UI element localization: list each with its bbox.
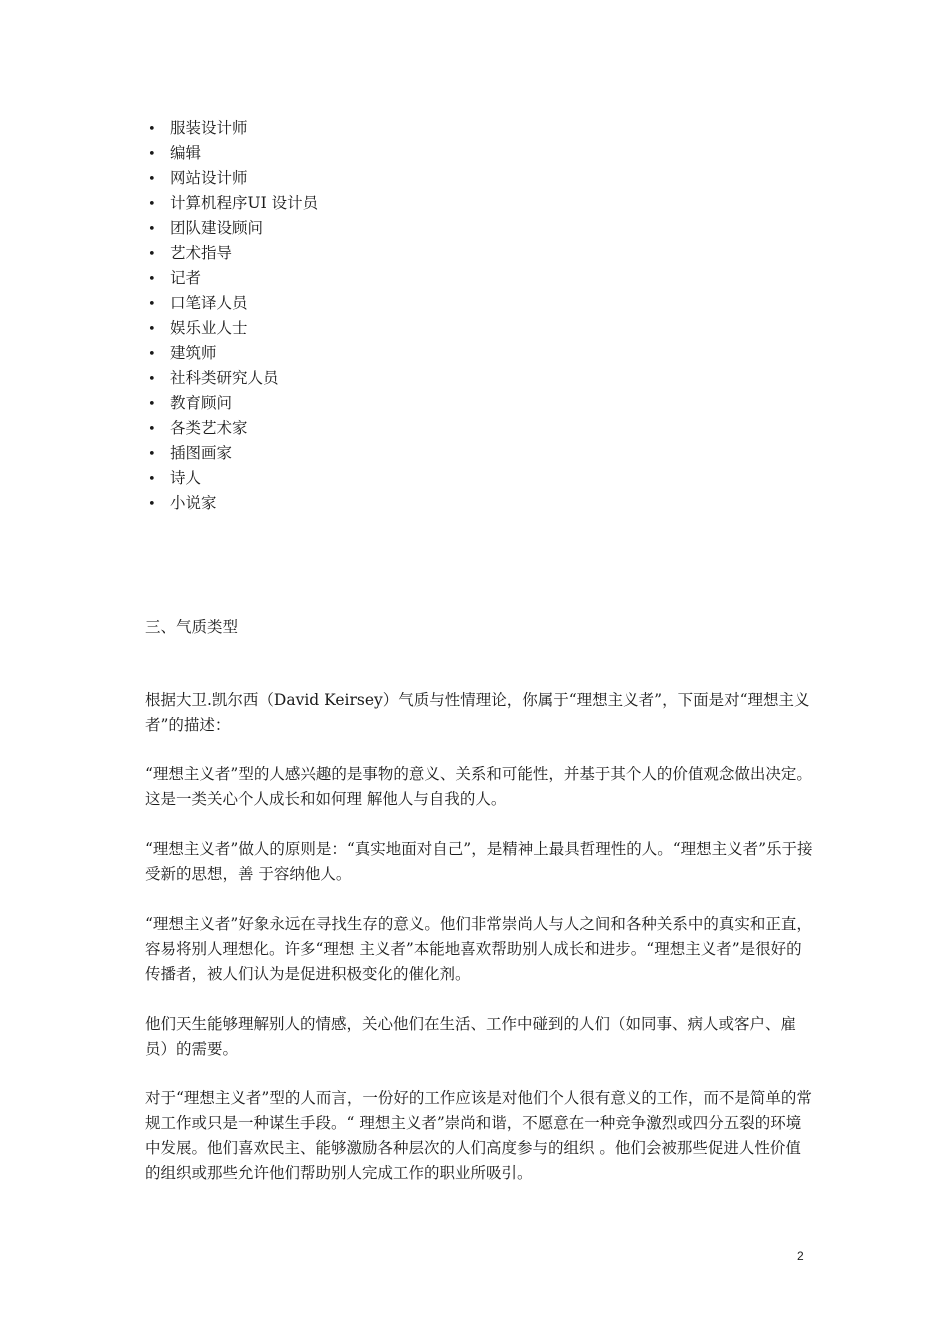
list-item xyxy=(148,216,318,241)
bullet-icon: • xyxy=(148,347,156,362)
list-item-text: 编辑 xyxy=(170,144,202,162)
list-item-text: 艺术指导 xyxy=(170,244,233,262)
paragraph-principles: “理想主义者”做人的原则是：“真实地面对自己”，是精神上最具哲理性的人。“理想主义者”乐于接受新的思想，善 于容纳他人。 xyxy=(145,840,813,883)
bullet-icon: • xyxy=(148,472,156,487)
paragraph-intro: 根据大卫.凯尔西（David Keirsey）气质与性情理论，你属于“理想主义者”，下面是对“理想主义者”的描述： xyxy=(145,691,810,734)
list-item xyxy=(148,441,318,466)
list-item-text: 小说家 xyxy=(170,494,217,512)
bullet-icon: • xyxy=(148,122,156,137)
paragraph-meaning: “理想主义者”好象永远在寻找生存的意义。他们非常崇尚人与人之间和各种关系中的真实和正直，容易将别人理想化。许多“理想 主义者”本能地喜欢帮助别人成长和进步。“理想主义者”是很好的传播者，被人们认为是促进积极变化的催化剂。 xyxy=(145,915,812,983)
career-list xyxy=(148,116,318,516)
list-item xyxy=(148,266,318,291)
bullet-icon: • xyxy=(148,372,156,387)
list-item-text: 计算机程序UI 设计员 xyxy=(170,194,319,212)
list-item xyxy=(148,466,318,491)
page-number: 2 xyxy=(797,1249,804,1263)
list-item xyxy=(148,491,318,516)
list-item xyxy=(148,341,318,366)
bullet-icon: • xyxy=(148,272,156,287)
list-item-text: 娱乐业人士 xyxy=(170,319,248,337)
list-item xyxy=(148,316,318,341)
list-item xyxy=(148,391,318,416)
bullet-icon: • xyxy=(148,397,156,412)
list-item-text: 建筑师 xyxy=(170,344,217,362)
section-heading: 三、气质类型 xyxy=(145,618,239,636)
bullet-icon: • xyxy=(148,172,156,187)
bullet-icon: • xyxy=(148,222,156,237)
bullet-icon: • xyxy=(148,147,156,162)
bullet-icon: • xyxy=(148,497,156,512)
paragraph-empathy: 他们天生能够理解别人的情感，关心他们在生活、工作中碰到的人们（如同事、病人或客户、雇员）的需要。 xyxy=(145,1015,797,1058)
list-item-text: 诗人 xyxy=(170,469,202,487)
paragraph-interests: “理想主义者”型的人感兴趣的是事物的意义、关系和可能性，并基于其个人的价值观念做出决定。这是一类关心个人成长和如何理 解他人与自我的人。 xyxy=(145,765,812,808)
list-item-text: 口笔译人员 xyxy=(170,294,248,312)
list-item-text: 网站设计师 xyxy=(170,169,248,187)
bullet-icon: • xyxy=(148,422,156,437)
list-item xyxy=(148,241,318,266)
paragraph-work: 对于“理想主义者”型的人而言，一份好的工作应该是对他们个人很有意义的工作，而不是简单的常规工作或只是一种谋生手段。“ 理想主义者”崇尚和谐，不愿意在一种竞争激烈或四分五裂的环境中发展。他们喜欢民主、能够激励各种层次的人们高度参与的组织 。他们会被那些促进人性价值的组织或那些允许他们帮助别人完成工作的职业所吸引。 xyxy=(145,1089,812,1182)
list-item xyxy=(148,116,318,141)
list-item-text: 插图画家 xyxy=(170,444,233,462)
list-item xyxy=(148,191,318,216)
list-item-text: 服装设计师 xyxy=(170,119,248,137)
bullet-icon: • xyxy=(148,322,156,337)
list-item xyxy=(148,291,318,316)
list-item xyxy=(148,416,318,441)
list-item-text: 团队建设顾问 xyxy=(170,219,264,237)
list-item-text: 教育顾问 xyxy=(170,394,233,412)
bullet-icon: • xyxy=(148,247,156,262)
bullet-icon: • xyxy=(148,297,156,312)
list-item xyxy=(148,166,318,191)
list-item-text: 社科类研究人员 xyxy=(170,369,279,387)
bullet-icon: • xyxy=(148,197,156,212)
list-item-text: 记者 xyxy=(170,269,202,287)
list-item xyxy=(148,366,318,391)
list-item xyxy=(148,141,318,166)
list-item-text: 各类艺术家 xyxy=(170,419,248,437)
bullet-icon: • xyxy=(148,447,156,462)
